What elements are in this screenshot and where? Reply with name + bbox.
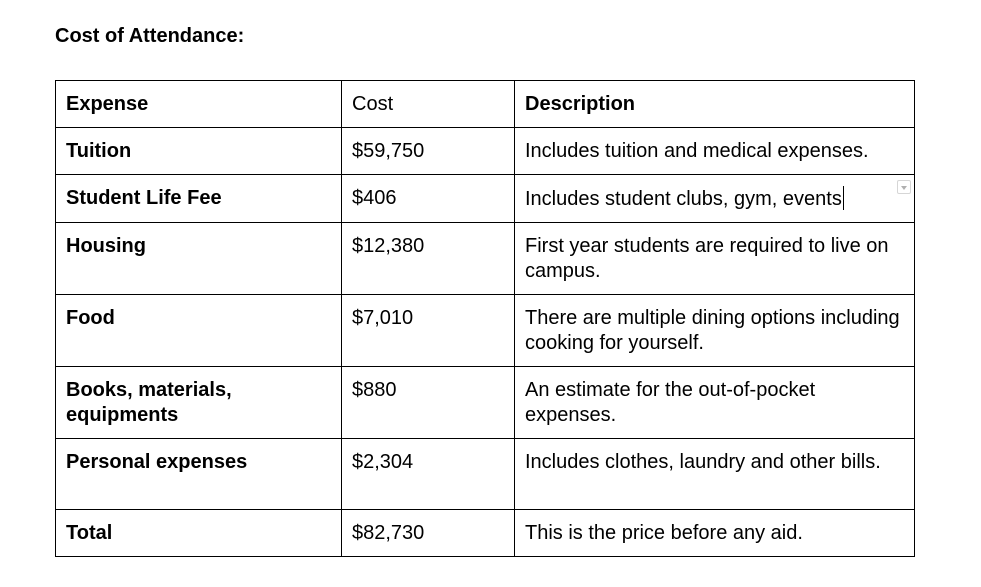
table-header-row [56,81,915,128]
expense-cell[interactable]: Housing [56,223,342,295]
cost-cell[interactable]: $59,750 [342,128,515,175]
table-row [56,439,915,510]
text-cursor [843,186,844,210]
description-text: Includes student clubs, gym, events [525,188,842,210]
page-title: Cost of Attendance: [55,25,245,47]
header-description[interactable]: Description [515,81,915,128]
description-cell[interactable]: This is the price before any aid. [515,510,915,557]
table-row [56,295,915,367]
description-cell[interactable]: Includes clothes, laundry and other bills. [515,439,915,510]
expense-cell[interactable]: Food [56,295,342,367]
cost-table [55,80,915,557]
description-cell[interactable]: There are multiple dining options including cooking for yourself. [515,295,915,367]
expense-cell[interactable]: Tuition [56,128,342,175]
header-cost[interactable]: Cost [342,81,515,128]
expense-cell[interactable]: Personal expenses [56,439,342,510]
cost-cell[interactable]: $12,380 [342,223,515,295]
cost-cell[interactable]: $7,010 [342,295,515,367]
cost-cell[interactable]: $406 [342,175,515,223]
table-row-total [56,510,915,557]
cost-cell[interactable]: $880 [342,367,515,439]
expense-cell[interactable]: Total [56,510,342,557]
description-cell[interactable]: An estimate for the out-of-pocket expenses. [515,367,915,439]
description-cell[interactable]: First year students are required to live on campus. [515,223,915,295]
expense-cell[interactable]: Student Life Fee [56,175,342,223]
cost-cell[interactable]: $82,730 [342,510,515,557]
chevron-down-icon[interactable] [897,180,911,194]
header-expense[interactable]: Expense [56,81,342,128]
table-row [56,367,915,439]
description-cell[interactable]: Includes tuition and medical expenses. [515,128,915,175]
table-row [56,128,915,175]
cost-cell[interactable]: $2,304 [342,439,515,510]
expense-cell[interactable]: Books, materials, equipments [56,367,342,439]
table-row [56,223,915,295]
table-row [56,175,915,223]
description-cell-active[interactable] [515,175,915,223]
